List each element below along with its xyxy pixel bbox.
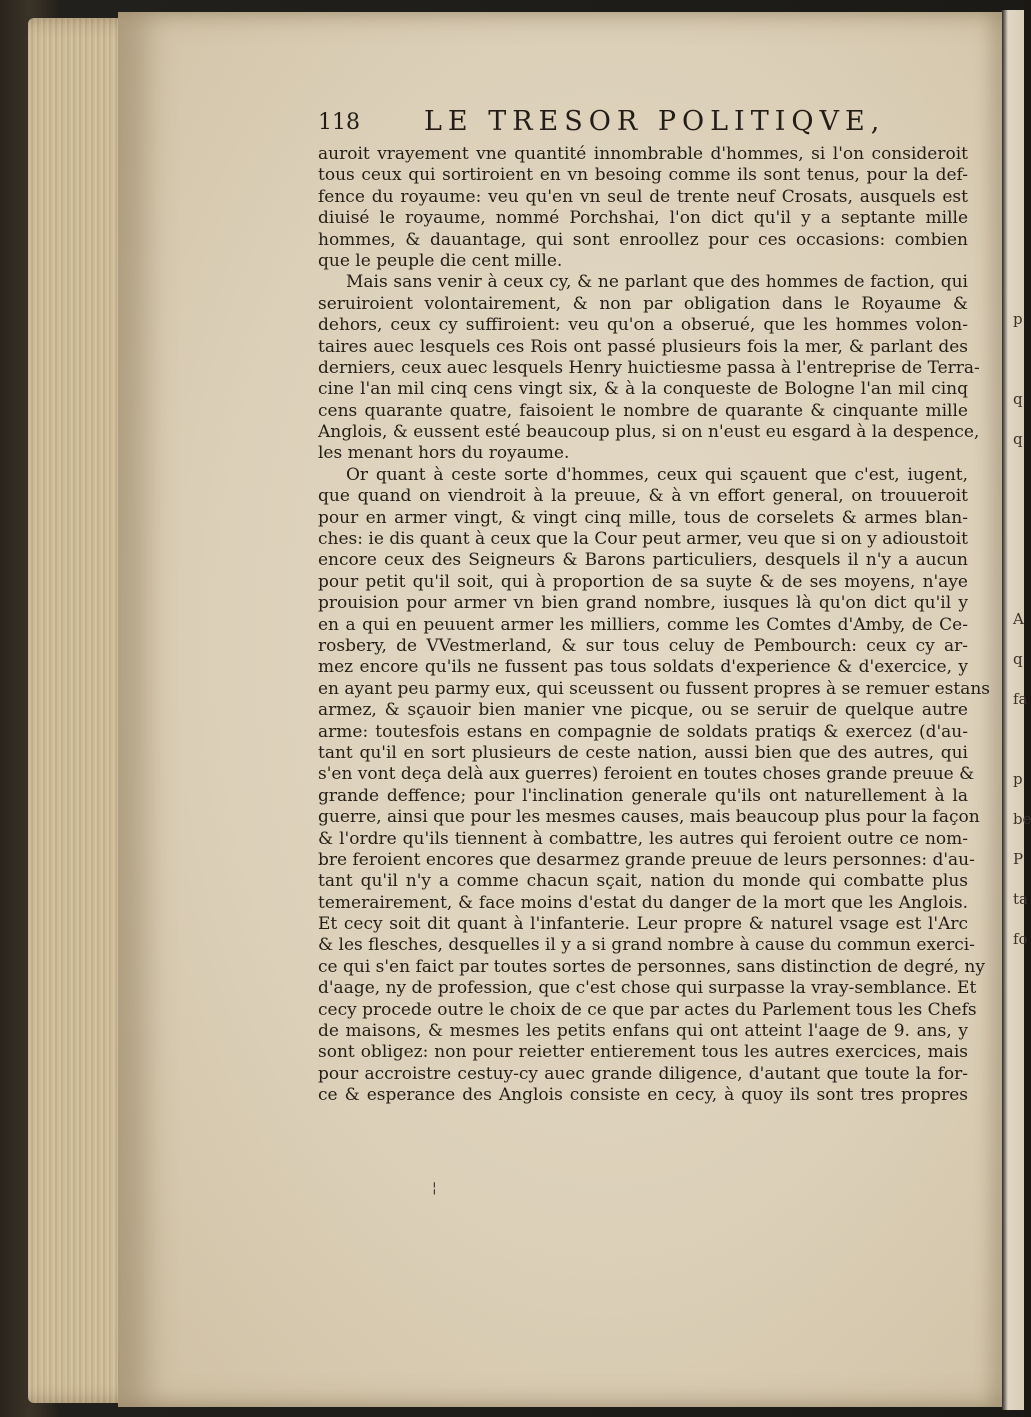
- text-line: pour en armer vingt, & vingt cinq mille, tous de corselets & armes blan-: [318, 507, 968, 528]
- text-line: en a qui en peuuent armer les milliers, comme les Comtes d'Amby, de Ce-: [318, 614, 968, 635]
- text-line: rosbery, de VVestmerland, & sur tous celuy de Pembourch: ceux cy ar-: [318, 635, 968, 656]
- text-line: ches: ie dis quant à ceux que la Cour peut armer, veu que si on y adioustoit: [318, 529, 968, 550]
- text-line: sont obligez: non pour reietter entierement tous les autres exercices, mais: [318, 1042, 968, 1063]
- text-line: Or quant à ceste sorte d'hommes, ceux qui sçauent que c'est, iugent,: [346, 464, 968, 485]
- text-line: tant qu'il n'y a comme chacun sçait, nation du monde qui combatte plus: [318, 871, 968, 892]
- text-line: ce & esperance des Anglois consiste en cecy, à quoy ils sont tres propres: [318, 1085, 968, 1106]
- text-line: taires auec lesquels ces Rois ont passé plusieurs fois la mer, & parlant des: [318, 336, 968, 357]
- text-line: arme: toutesfois estans en compagnie de soldats pratiqs & exercez (d'au-: [318, 721, 968, 742]
- text-line: Anglois, & eussent esté beaucoup plus, si on n'eust eu esgard à la despence,: [318, 422, 980, 443]
- text-line: les menant hors du royaume.: [318, 443, 570, 464]
- text-line: mez encore qu'ils ne fussent pas tous soldats d'experience & d'exercice, y: [318, 657, 968, 678]
- text-line: & l'ordre qu'ils tiennent à combattre, les autres qui feroient outre ce nom-: [318, 828, 968, 849]
- text-line: temerairement, & face moins d'estat du danger de la mort que les Anglois.: [318, 892, 968, 913]
- text-line: tous ceux qui sortiroient en vn besoing comme ils sont tenus, pour la def-: [318, 165, 968, 186]
- text-line: cine l'an mil cinq cens vingt six, & à la conqueste de Bologne l'an mil cinq: [318, 379, 968, 400]
- text-line: encore ceux des Seigneurs & Barons particuliers, desquels il n'y a aucun: [318, 550, 968, 571]
- body-text: [318, 144, 991, 1107]
- text-line: cecy procede outre le choix de ce que par actes du Parlement tous les Chefs: [318, 999, 977, 1020]
- text-line: que quand on viendroit à la preuue, & à vn effort general, on trouueroit: [318, 486, 968, 507]
- text-line: pour petit qu'il soit, qui à proportion de sa suyte & de ses moyens, n'aye: [318, 571, 968, 592]
- text-line: diuisé le royaume, nommé Porchshai, l'on dict qu'il y a septante mille: [318, 208, 968, 229]
- text-line: d'aage, ny de profession, que c'est chose qui surpasse la vray-semblance. Et: [318, 978, 977, 999]
- text-line: fence du royaume: veu qu'en vn seul de trente neuf Crosats, ausquels est: [318, 186, 968, 207]
- running-head: [318, 106, 978, 142]
- text-line: pour accroistre cestuy-cy auec grande diligence, d'autant que toute la for-: [318, 1063, 968, 1084]
- text-line: tant qu'il en sort plusieurs de ceste nation, aussi bien que des autres, qui: [318, 742, 968, 763]
- ink-mark: ¦: [432, 1180, 437, 1196]
- text-line: ce qui s'en faict par toutes sortes de personnes, sans distinction de degré, ny: [318, 956, 985, 977]
- text-line: prouision pour armer vn bien grand nombre, iusques là qu'on dict qu'il y: [318, 593, 968, 614]
- text-line: dehors, ceux cy suffiroient: veu qu'on a obserué, que les hommes volon-: [318, 315, 968, 336]
- text-line: en ayant peu parmy eux, qui sceussent ou fussent propres à se remuer estans: [318, 678, 991, 699]
- text-line: hommes, & dauantage, qui sont enroollez pour ces occasions: combien: [318, 229, 968, 250]
- text-line: que le peuple die cent mille.: [318, 250, 563, 271]
- text-line: bre feroient encores que desarmez grande preuue de leurs personnes: d'au-: [318, 849, 975, 870]
- text-line: & les flesches, desquelles il y a si grand nombre à cause du commun exerci-: [318, 935, 975, 956]
- text-line: derniers, ceux auec lesquels Henry huictiesme passa à l'entreprise de Terra-: [318, 357, 980, 378]
- text-line: de maisons, & mesmes les petits enfans qui ont atteint l'aage de 9. ans, y: [318, 1021, 968, 1042]
- page-number: 118: [318, 110, 360, 135]
- text-line: grande deffence; pour l'inclination generale qu'ils ont naturellement à la: [318, 785, 968, 806]
- text-line: cens quarante quatre, faisoient le nombre de quarante & cinquante mille: [318, 400, 968, 421]
- text-line: Et cecy soit dit quant à l'infanterie. Leur propre & naturel vsage est l'Arc: [318, 914, 968, 935]
- text-line: auroit vrayement vne quantité innombrable d'hommes, si l'on consideroit: [318, 144, 968, 164]
- text-line: guerre, ainsi que pour les mesmes causes, mais beaucoup plus pour la façon: [318, 807, 980, 828]
- facing-page-edge: p q q A q fa p be P ta fo: [1002, 10, 1024, 1410]
- text-line: armez, & sçauoir bien manier vne picque, ou se seruir de quelque autre: [318, 700, 968, 721]
- text-line: Mais sans venir à ceux cy, & ne parlant que des hommes de faction, qui: [346, 272, 968, 293]
- text-line: s'en vont deça delà aux guerres) feroient en toutes choses grande preuue &: [318, 764, 975, 785]
- text-line: seruiroient volontairement, & non par obligation dans le Royaume &: [318, 293, 968, 314]
- book-title: LE TRESOR POLITIQVE,: [424, 106, 886, 137]
